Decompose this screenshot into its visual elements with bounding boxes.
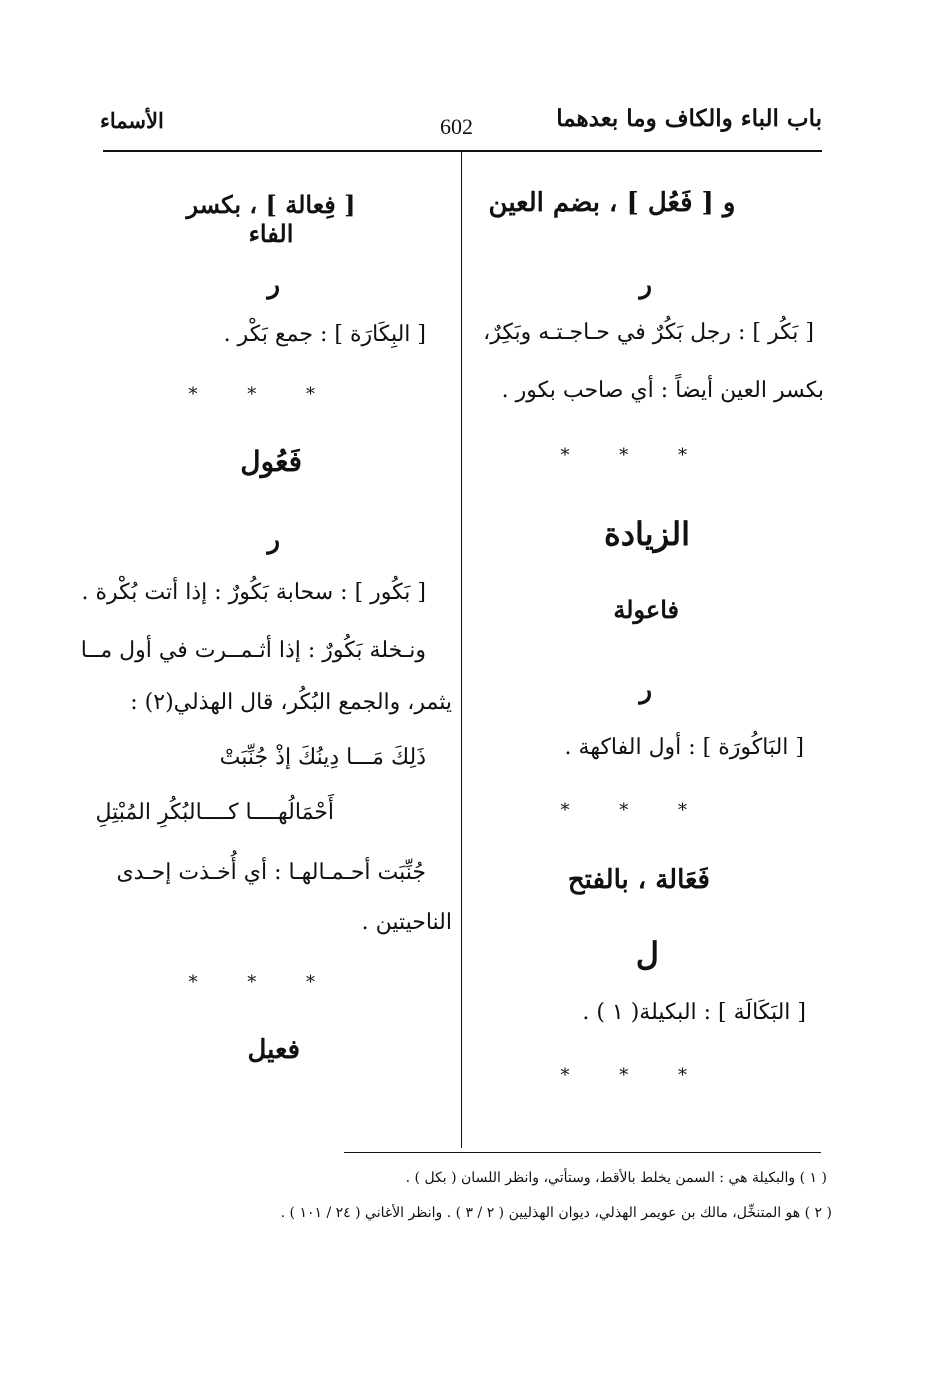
verse-line: ذَلِكَ مَـــا دِينُكَ إذْ جُنِّبَتْ bbox=[219, 745, 426, 770]
letter-heading: ر bbox=[639, 675, 652, 705]
letter-heading: ر bbox=[639, 270, 652, 300]
heading-fa3ul: فَعُول bbox=[240, 445, 302, 478]
running-header-title: باب الباء والكاف وما بعدهما bbox=[556, 105, 822, 132]
header-rule bbox=[103, 150, 822, 152]
running-header-section: الأسماء bbox=[100, 108, 164, 133]
letter-heading: ل bbox=[635, 935, 659, 973]
left-column bbox=[80, 160, 452, 1140]
footnote-2: ( ٢ ) هو المتنخِّل، مالك بن عويمر الهذلي، ديوان الهذليين ( ٢ / ٣ ) . وانظر الأغاني ( ٢٤ / ١٠١ ) . bbox=[280, 1205, 832, 1221]
right-column bbox=[470, 160, 824, 1140]
entry-bakala: [ البَكَالَة ] : البكيلة( ١ ) . bbox=[582, 1000, 806, 1025]
letter-heading: ر bbox=[267, 525, 280, 555]
entry-bakur: [ بَكُور ] : سحابة بَكُورٌ : إذا أتت بُكْرة . bbox=[81, 580, 426, 605]
heading-fa3ula: فاعولة bbox=[613, 595, 679, 624]
footnote-1: ( ١ ) والبكيلة هي : السمن يخلط بالأقط، وستأتي، وانظر اللسان ( بكل ) . bbox=[405, 1170, 827, 1186]
heading-fa3il: فعيل bbox=[247, 1035, 300, 1065]
entry-bakur: [ بَكُر ] : رجل بَكُرٌ في حـاجـتـه وبَكِرٌ، bbox=[483, 320, 814, 345]
letter-heading: ر bbox=[267, 270, 280, 300]
column-divider bbox=[461, 152, 462, 1148]
section-separator: * * * bbox=[188, 384, 337, 405]
heading-fa3ul: و [ فَعُل ] ، بضم العين bbox=[488, 188, 736, 218]
entry-bakura: [ البَاكُورَة ] : أول الفاكهة . bbox=[564, 735, 804, 760]
entry-gunnibat-cont: الناحيتين . bbox=[361, 910, 452, 935]
entry-bakur-cont: بكسر العين أيضاً : أي صاحب بكور . bbox=[501, 378, 824, 403]
section-separator: * * * bbox=[560, 1065, 709, 1086]
section-separator: * * * bbox=[560, 800, 709, 821]
footnote-rule bbox=[344, 1152, 821, 1153]
heading-fa3ala: فَعَالة ، بالفتح bbox=[567, 865, 710, 895]
entry-gunnibat: جُنِّبَت أحـمـالهـا : أي أُخـذت إحـدى bbox=[116, 860, 426, 885]
page-number: 602 bbox=[440, 114, 473, 139]
section-separator: * * * bbox=[560, 445, 709, 466]
verse-line: أَحْمَالُهــــا كــــالبُكُرِ المُبْتِلِ bbox=[95, 800, 334, 825]
entry-bikara: [ البِكَارَة ] : جمع بَكْر . bbox=[223, 322, 426, 347]
heading-fi3ala: [ فِعالة ] ، بكسر الفاء bbox=[186, 190, 356, 248]
section-title: الزيادة bbox=[604, 515, 690, 553]
entry-bakur-cont: يثمر، والجمع البُكُر، قال الهذلي(٢) : bbox=[130, 690, 452, 715]
section-separator: * * * bbox=[188, 972, 337, 993]
entry-bakur-cont: ونـخلة بَكُورٌ : إذا أثـمــرت في أول مــا bbox=[80, 638, 426, 663]
